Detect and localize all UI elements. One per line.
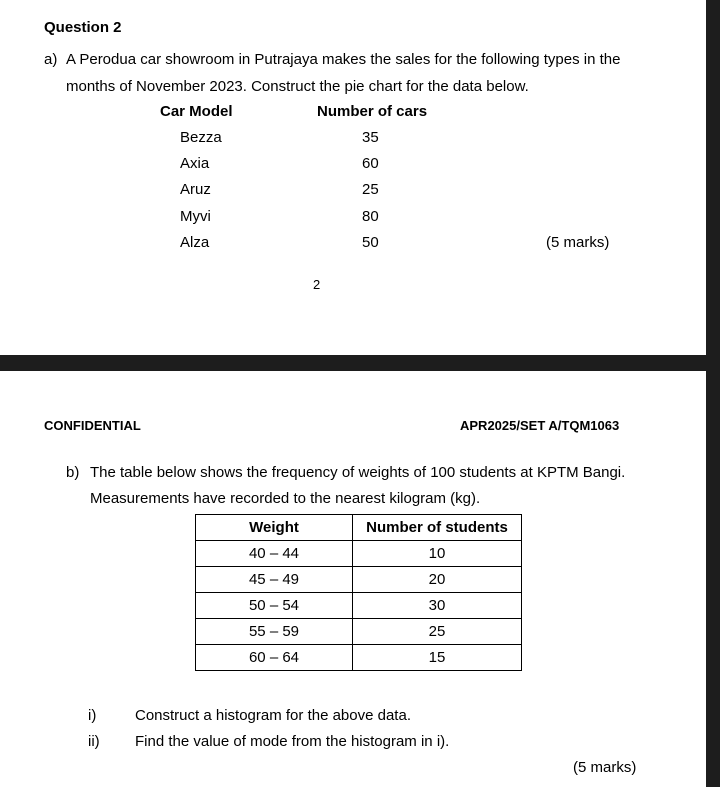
table-row — [196, 619, 522, 645]
table-row — [196, 593, 522, 619]
number-of-cars-header: Number of cars — [317, 103, 428, 120]
table-row — [196, 567, 522, 593]
sub-question-ii-text: Find the value of mode from the histogram in i). — [135, 733, 450, 750]
question-title: Question 2 — [44, 19, 122, 36]
confidential-header: CONFIDENTIAL — [44, 418, 141, 433]
students-cell: 20 — [353, 567, 522, 593]
car-model-cell: Myvi — [180, 208, 211, 225]
car-count-cell: 80 — [362, 208, 379, 225]
table-row — [196, 645, 522, 671]
car-model-cell: Bezza — [180, 129, 222, 146]
table-header-row — [196, 515, 522, 541]
part-b-label: b) — [66, 464, 80, 481]
right-edge-strip — [706, 0, 720, 787]
part-b-text-line2: Measurements have recorded to the nearest kilogram (kg). — [90, 490, 481, 507]
page-number: 2 — [313, 277, 321, 292]
students-cell: 25 — [353, 619, 522, 645]
part-a-label: a) — [44, 51, 58, 68]
students-cell: 30 — [353, 593, 522, 619]
exam-code-header: APR2025/SET A/TQM1063 — [460, 418, 620, 433]
sub-question-i-text: Construct a histogram for the above data. — [135, 707, 411, 724]
weight-frequency-table — [195, 514, 522, 671]
page-divider — [0, 355, 706, 371]
weight-cell: 50 – 54 — [196, 593, 353, 619]
weight-header: Weight — [196, 515, 353, 541]
car-count-cell: 60 — [362, 155, 379, 172]
part-b-text-line1: The table below shows the frequency of weights of 100 students at KPTM Bangi. — [90, 464, 626, 481]
weight-cell: 55 – 59 — [196, 619, 353, 645]
car-count-cell: 50 — [362, 234, 379, 251]
students-cell: 15 — [353, 645, 522, 671]
car-count-cell: 25 — [362, 181, 379, 198]
weight-cell: 45 – 49 — [196, 567, 353, 593]
car-model-cell: Alza — [180, 234, 210, 251]
part-a-marks: (5 marks) — [546, 234, 610, 251]
car-count-cell: 35 — [362, 129, 379, 146]
table-row — [196, 541, 522, 567]
car-model-header: Car Model — [160, 103, 233, 120]
sub-question-i-label: i) — [88, 707, 97, 724]
sub-question-ii-label: ii) — [88, 733, 100, 750]
weight-cell: 60 – 64 — [196, 645, 353, 671]
students-header: Number of students — [353, 515, 522, 541]
weight-cell: 40 – 44 — [196, 541, 353, 567]
part-a-text-line1: A Perodua car showroom in Putrajaya makes the sales for the following types in the — [66, 51, 621, 68]
part-a-text-line2: months of November 2023. Construct the pie chart for the data below. — [66, 78, 529, 95]
car-model-cell: Aruz — [180, 181, 211, 198]
car-model-cell: Axia — [180, 155, 210, 172]
students-cell: 10 — [353, 541, 522, 567]
part-b-marks: (5 marks) — [573, 759, 637, 776]
